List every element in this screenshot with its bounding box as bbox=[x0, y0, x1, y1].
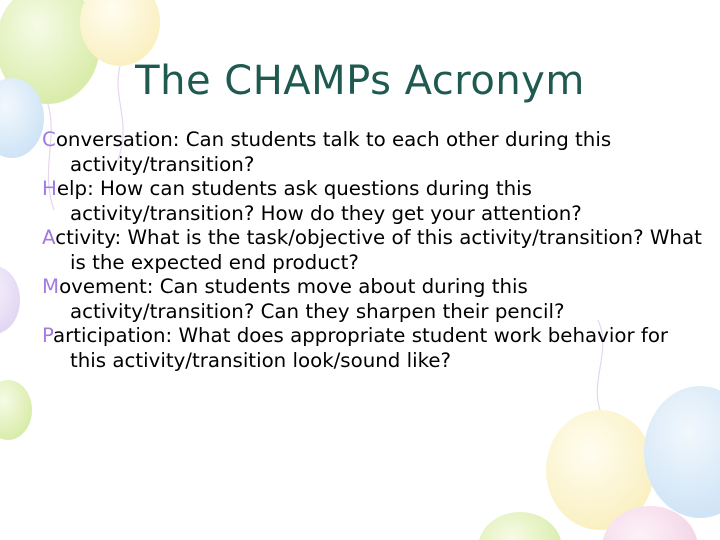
item-text: onversation: Can students talk to each other during this activity/transition? bbox=[55, 128, 612, 176]
item-initial: C bbox=[42, 128, 56, 151]
item-initial: H bbox=[42, 177, 57, 200]
slide-title: The CHAMPs Acronym bbox=[135, 58, 585, 104]
item-text: ctivity: What is the task/objective of this activity/transition? What is the expected end product? bbox=[55, 226, 702, 274]
list-item-help bbox=[42, 177, 702, 226]
item-initial: M bbox=[42, 275, 60, 298]
balloon-green-icon bbox=[0, 380, 32, 440]
item-initial: A bbox=[42, 226, 56, 249]
item-initial: P bbox=[42, 324, 54, 347]
list-item-conversation bbox=[42, 128, 702, 177]
item-text: elp: How can students ask questions during this activity/transition? How do they get your attention? bbox=[56, 177, 582, 225]
balloon-violet-icon bbox=[0, 266, 20, 334]
balloon-blue-icon bbox=[644, 386, 720, 518]
balloon-green-icon bbox=[478, 512, 562, 540]
acronym-list bbox=[42, 128, 702, 373]
item-text: ovement: Can students move about during this activity/transition? Can they sharpen their pencil? bbox=[59, 275, 565, 323]
list-item-participation bbox=[42, 324, 702, 373]
item-text: articipation: What does appropriate student work behavior for this activity/transition look/sound like? bbox=[53, 324, 669, 372]
list-item-movement bbox=[42, 275, 702, 324]
list-item-activity bbox=[42, 226, 702, 275]
